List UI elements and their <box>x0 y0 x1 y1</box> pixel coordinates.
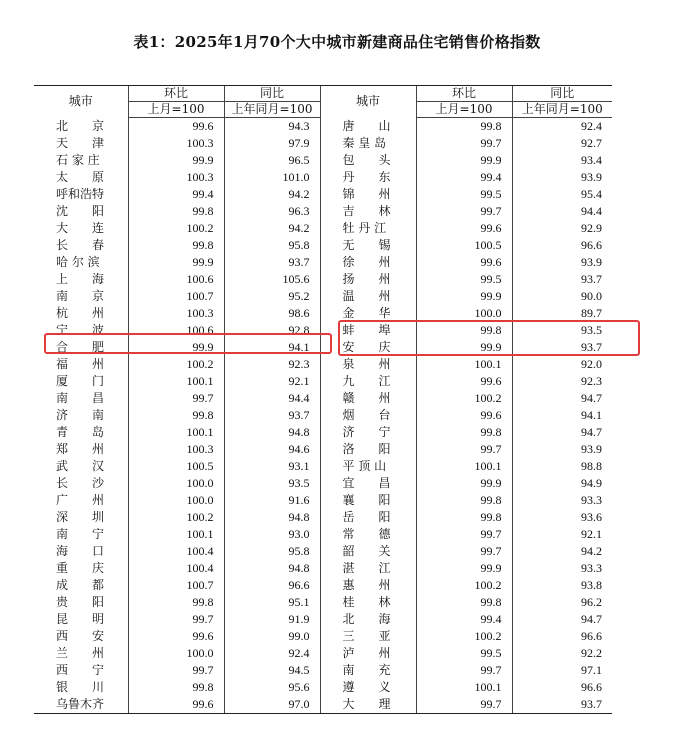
city-name-right: 桂 林 <box>320 594 416 611</box>
header-yoy-base-left: 上年同月=100 <box>224 102 320 118</box>
mom-value-left: 100.7 <box>128 288 224 305</box>
table-row <box>34 645 612 662</box>
city-name-left: 广 州 <box>56 493 105 507</box>
yoy-value-left: 91.6 <box>224 492 320 509</box>
mom-value-left: 99.9 <box>128 339 224 356</box>
table-row <box>34 441 612 458</box>
yoy-value-left: 92.4 <box>224 645 320 662</box>
mom-value-right: 99.7 <box>416 441 512 458</box>
city-name-left: 昆 明 <box>56 612 105 626</box>
city-name-right: 常 德 <box>320 526 416 543</box>
city-name-right: 无 锡 <box>320 237 416 254</box>
city-name-left: 兰 州 <box>56 646 105 660</box>
mom-value-left: 100.1 <box>128 373 224 390</box>
yoy-value-left: 92.8 <box>224 322 320 339</box>
city-name-right: 九 江 <box>320 373 416 390</box>
city-name-left: 西 安 <box>56 629 105 643</box>
mom-value-left: 99.7 <box>128 611 224 628</box>
mom-value-right: 99.9 <box>416 475 512 492</box>
mom-value-right: 99.6 <box>416 254 512 271</box>
yoy-value-right: 92.3 <box>512 373 612 390</box>
header-mom-left: 环比 <box>128 86 224 102</box>
mom-value-left: 100.5 <box>128 458 224 475</box>
yoy-value-right: 96.6 <box>512 679 612 696</box>
header-city-left: 城市 <box>34 86 128 118</box>
yoy-value-left: 93.0 <box>224 526 320 543</box>
yoy-value-left: 97.9 <box>224 135 320 152</box>
mom-value-left: 99.6 <box>128 118 224 136</box>
yoy-value-left: 95.8 <box>224 237 320 254</box>
yoy-value-right: 93.7 <box>512 339 612 356</box>
city-name-right: 蚌 埠 <box>320 322 416 339</box>
yoy-value-right: 94.7 <box>512 611 612 628</box>
yoy-value-left: 96.3 <box>224 203 320 220</box>
yoy-value-left: 94.3 <box>224 118 320 136</box>
city-name-right: 秦 皇 岛 <box>320 135 416 152</box>
mom-value-right: 100.1 <box>416 356 512 373</box>
city-name-right: 岳 阳 <box>320 509 416 526</box>
mom-value-left: 99.7 <box>128 390 224 407</box>
table-row <box>34 611 612 628</box>
city-name-left: 太 原 <box>56 170 105 184</box>
mom-value-left: 100.3 <box>128 305 224 322</box>
yoy-value-right: 93.3 <box>512 492 612 509</box>
city-name-left: 乌鲁木齐 <box>34 696 128 714</box>
yoy-value-right: 90.0 <box>512 288 612 305</box>
city-name-right: 吉 林 <box>320 203 416 220</box>
table-row <box>34 424 612 441</box>
yoy-value-right: 94.4 <box>512 203 612 220</box>
mom-value-left: 99.8 <box>128 679 224 696</box>
mom-value-left: 100.4 <box>128 560 224 577</box>
mom-value-left: 100.2 <box>128 356 224 373</box>
city-name-right: 湛 江 <box>320 560 416 577</box>
yoy-value-right: 93.6 <box>512 509 612 526</box>
mom-value-right: 99.9 <box>416 288 512 305</box>
table-row <box>34 526 612 543</box>
mom-value-left: 99.8 <box>128 237 224 254</box>
table-row <box>34 305 612 322</box>
yoy-value-right: 93.7 <box>512 696 612 714</box>
yoy-value-left: 94.2 <box>224 220 320 237</box>
city-name-right: 洛 阳 <box>320 441 416 458</box>
city-name-left: 福 州 <box>56 357 105 371</box>
yoy-value-right: 93.9 <box>512 254 612 271</box>
city-name-right: 温 州 <box>320 288 416 305</box>
yoy-value-left: 93.1 <box>224 458 320 475</box>
table-row <box>34 628 612 645</box>
mom-value-left: 100.3 <box>128 441 224 458</box>
header-yoy-left: 同比 <box>224 86 320 102</box>
mom-value-right: 99.7 <box>416 662 512 679</box>
city-name-right: 三 亚 <box>320 628 416 645</box>
mom-value-left: 99.6 <box>128 628 224 645</box>
mom-value-right: 99.8 <box>416 509 512 526</box>
table-row <box>34 152 612 169</box>
header-yoy-base-right: 上年同月=100 <box>512 102 612 118</box>
city-name-left: 深 圳 <box>56 510 105 524</box>
table-row <box>34 186 612 203</box>
mom-value-right: 99.6 <box>416 407 512 424</box>
mom-value-left: 99.9 <box>128 152 224 169</box>
city-name-right: 惠 州 <box>320 577 416 594</box>
yoy-value-right: 93.7 <box>512 271 612 288</box>
city-name-right: 泸 州 <box>320 645 416 662</box>
mom-value-left: 99.8 <box>128 594 224 611</box>
yoy-value-left: 105.6 <box>224 271 320 288</box>
yoy-value-left: 91.9 <box>224 611 320 628</box>
yoy-value-left: 94.2 <box>224 186 320 203</box>
mom-value-right: 99.6 <box>416 373 512 390</box>
mom-value-right: 99.9 <box>416 152 512 169</box>
yoy-value-right: 93.4 <box>512 152 612 169</box>
mom-value-left: 100.7 <box>128 577 224 594</box>
mom-value-right: 99.7 <box>416 135 512 152</box>
city-name-right: 烟 台 <box>320 407 416 424</box>
mom-value-left: 100.2 <box>128 509 224 526</box>
city-name-left: 合 肥 <box>56 340 105 354</box>
city-name-right: 大 理 <box>320 696 416 714</box>
mom-value-right: 100.2 <box>416 628 512 645</box>
mom-value-right: 99.8 <box>416 322 512 339</box>
mom-value-right: 100.2 <box>416 390 512 407</box>
table-row <box>34 322 612 339</box>
header-city-right: 城市 <box>320 86 416 118</box>
mom-value-left: 100.0 <box>128 645 224 662</box>
city-name-left: 郑 州 <box>56 442 105 456</box>
city-name-right: 牡 丹 江 <box>320 220 416 237</box>
yoy-value-right: 93.9 <box>512 169 612 186</box>
mom-value-right: 100.1 <box>416 679 512 696</box>
mom-value-left: 100.3 <box>128 169 224 186</box>
city-name-right: 赣 州 <box>320 390 416 407</box>
mom-value-left: 100.6 <box>128 271 224 288</box>
city-name-right: 襄 阳 <box>320 492 416 509</box>
yoy-value-right: 94.7 <box>512 390 612 407</box>
yoy-value-left: 93.7 <box>224 254 320 271</box>
yoy-value-left: 93.7 <box>224 407 320 424</box>
city-name-left: 青 岛 <box>56 425 105 439</box>
yoy-value-left: 92.3 <box>224 356 320 373</box>
mom-value-left: 99.4 <box>128 186 224 203</box>
yoy-value-right: 96.2 <box>512 594 612 611</box>
mom-value-right: 99.5 <box>416 186 512 203</box>
mom-value-left: 99.6 <box>128 696 224 714</box>
yoy-value-right: 92.1 <box>512 526 612 543</box>
yoy-value-left: 94.4 <box>224 390 320 407</box>
price-index-table <box>34 85 612 714</box>
table-row <box>34 288 612 305</box>
yoy-value-left: 92.1 <box>224 373 320 390</box>
city-name-left: 西 宁 <box>56 663 105 677</box>
table-row <box>34 458 612 475</box>
mom-value-left: 100.4 <box>128 543 224 560</box>
mom-value-left: 99.7 <box>128 662 224 679</box>
city-name-left: 海 口 <box>56 544 105 558</box>
mom-value-left: 100.0 <box>128 492 224 509</box>
mom-value-right: 100.0 <box>416 305 512 322</box>
yoy-value-left: 99.0 <box>224 628 320 645</box>
table-row <box>34 254 612 271</box>
yoy-value-left: 96.6 <box>224 577 320 594</box>
table-row <box>34 577 612 594</box>
yoy-value-right: 93.9 <box>512 441 612 458</box>
yoy-value-left: 95.1 <box>224 594 320 611</box>
table-row <box>34 373 612 390</box>
mom-value-right: 99.5 <box>416 271 512 288</box>
table-row <box>34 509 612 526</box>
yoy-value-left: 95.8 <box>224 543 320 560</box>
mom-value-right: 100.2 <box>416 577 512 594</box>
table-row <box>34 356 612 373</box>
yoy-value-left: 95.6 <box>224 679 320 696</box>
table-row <box>34 492 612 509</box>
yoy-value-left: 94.5 <box>224 662 320 679</box>
mom-value-right: 99.7 <box>416 203 512 220</box>
table-row <box>34 407 612 424</box>
mom-value-right: 100.1 <box>416 458 512 475</box>
yoy-value-left: 94.6 <box>224 441 320 458</box>
yoy-value-left: 94.8 <box>224 509 320 526</box>
mom-value-left: 99.8 <box>128 203 224 220</box>
mom-value-right: 99.9 <box>416 339 512 356</box>
header-mom-base-left: 上月=100 <box>128 102 224 118</box>
yoy-value-right: 92.2 <box>512 645 612 662</box>
city-name-right: 安 庆 <box>320 339 416 356</box>
city-name-left: 济 南 <box>56 408 105 422</box>
yoy-value-right: 93.5 <box>512 322 612 339</box>
yoy-value-left: 97.0 <box>224 696 320 714</box>
city-name-left: 成 都 <box>56 578 105 592</box>
city-name-left: 大 连 <box>56 221 105 235</box>
mom-value-right: 99.8 <box>416 424 512 441</box>
yoy-value-right: 96.6 <box>512 628 612 645</box>
city-name-right: 丹 东 <box>320 169 416 186</box>
header-mom-base-right: 上月=100 <box>416 102 512 118</box>
mom-value-right: 99.7 <box>416 696 512 714</box>
city-name-right: 南 充 <box>320 662 416 679</box>
yoy-value-left: 96.5 <box>224 152 320 169</box>
city-name-left: 贵 阳 <box>56 595 105 609</box>
table-row <box>34 271 612 288</box>
yoy-value-right: 94.9 <box>512 475 612 492</box>
mom-value-left: 99.9 <box>128 254 224 271</box>
city-name-left: 宁 波 <box>56 323 105 337</box>
yoy-value-right: 95.4 <box>512 186 612 203</box>
city-name-left: 北 京 <box>56 118 105 133</box>
header-mom-right: 环比 <box>416 86 512 102</box>
mom-value-right: 99.8 <box>416 492 512 509</box>
table-row <box>34 679 612 696</box>
city-name-left: 沈 阳 <box>56 204 105 218</box>
mom-value-right: 100.5 <box>416 237 512 254</box>
city-name-right: 唐 山 <box>320 118 416 136</box>
yoy-value-left: 94.8 <box>224 424 320 441</box>
table-row <box>34 339 612 356</box>
yoy-value-right: 92.7 <box>512 135 612 152</box>
yoy-value-right: 92.4 <box>512 118 612 136</box>
city-name-left: 长 沙 <box>56 476 105 490</box>
city-name-left: 南 昌 <box>56 391 105 405</box>
yoy-value-left: 101.0 <box>224 169 320 186</box>
yoy-value-right: 89.7 <box>512 305 612 322</box>
yoy-value-left: 93.5 <box>224 475 320 492</box>
table-row <box>34 696 612 714</box>
mom-value-left: 100.1 <box>128 424 224 441</box>
city-name-right: 扬 州 <box>320 271 416 288</box>
table-row <box>34 560 612 577</box>
yoy-value-right: 96.6 <box>512 237 612 254</box>
yoy-value-right: 94.2 <box>512 543 612 560</box>
table-row <box>34 135 612 152</box>
city-name-right: 宜 昌 <box>320 475 416 492</box>
city-name-left: 银 川 <box>56 680 105 694</box>
mom-value-left: 100.1 <box>128 526 224 543</box>
mom-value-right: 99.8 <box>416 594 512 611</box>
city-name-right: 金 华 <box>320 305 416 322</box>
mom-value-left: 100.2 <box>128 220 224 237</box>
yoy-value-right: 93.8 <box>512 577 612 594</box>
yoy-value-left: 94.1 <box>224 339 320 356</box>
city-name-left: 武 汉 <box>56 459 105 473</box>
mom-value-right: 99.4 <box>416 611 512 628</box>
mom-value-right: 99.6 <box>416 220 512 237</box>
table-title: 表1：2025年1月70个大中城市新建商品住宅销售价格指数 <box>133 33 541 51</box>
city-name-right: 韶 关 <box>320 543 416 560</box>
city-name-right: 济 宁 <box>320 424 416 441</box>
yoy-value-right: 94.7 <box>512 424 612 441</box>
mom-value-right: 99.5 <box>416 645 512 662</box>
mom-value-left: 100.3 <box>128 135 224 152</box>
city-name-left: 呼和浩特 <box>56 187 105 201</box>
city-name-left: 厦 门 <box>56 374 105 388</box>
header-yoy-right: 同比 <box>512 86 612 102</box>
table-row <box>34 475 612 492</box>
yoy-value-right: 92.9 <box>512 220 612 237</box>
city-name-right: 平 顶 山 <box>320 458 416 475</box>
mom-value-right: 99.4 <box>416 169 512 186</box>
table-row <box>34 237 612 254</box>
table-row <box>34 662 612 679</box>
city-name-right: 遵 义 <box>320 679 416 696</box>
yoy-value-right: 97.1 <box>512 662 612 679</box>
table-row <box>34 594 612 611</box>
city-name-left: 哈 尔 滨 <box>56 255 100 269</box>
yoy-value-left: 95.2 <box>224 288 320 305</box>
city-name-right: 徐 州 <box>320 254 416 271</box>
city-name-right: 包 头 <box>320 152 416 169</box>
yoy-value-left: 98.6 <box>224 305 320 322</box>
yoy-value-right: 93.3 <box>512 560 612 577</box>
city-name-left: 上 海 <box>56 272 105 286</box>
yoy-value-right: 92.0 <box>512 356 612 373</box>
city-name-right: 北 海 <box>320 611 416 628</box>
city-name-left: 南 宁 <box>56 527 105 541</box>
city-name-right: 泉 州 <box>320 356 416 373</box>
yoy-value-left: 94.8 <box>224 560 320 577</box>
mom-value-right: 99.7 <box>416 543 512 560</box>
yoy-value-right: 94.1 <box>512 407 612 424</box>
city-name-left: 南 京 <box>56 289 105 303</box>
mom-value-right: 99.9 <box>416 560 512 577</box>
table-row <box>34 220 612 237</box>
yoy-value-right: 98.8 <box>512 458 612 475</box>
mom-value-left: 99.8 <box>128 407 224 424</box>
table-row <box>34 390 612 407</box>
city-name-left: 长 春 <box>56 238 105 252</box>
city-name-left: 杭 州 <box>56 306 105 320</box>
city-name-left: 石 家 庄 <box>56 153 100 167</box>
table-row <box>34 543 612 560</box>
city-name-left: 重 庆 <box>56 561 105 575</box>
city-name-right: 锦 州 <box>320 186 416 203</box>
mom-value-right: 99.8 <box>416 118 512 136</box>
table-row <box>34 118 612 136</box>
table-row <box>34 169 612 186</box>
mom-value-right: 99.7 <box>416 526 512 543</box>
table-row <box>34 203 612 220</box>
mom-value-left: 100.0 <box>128 475 224 492</box>
mom-value-left: 100.6 <box>128 322 224 339</box>
city-name-left: 天 津 <box>56 136 105 150</box>
